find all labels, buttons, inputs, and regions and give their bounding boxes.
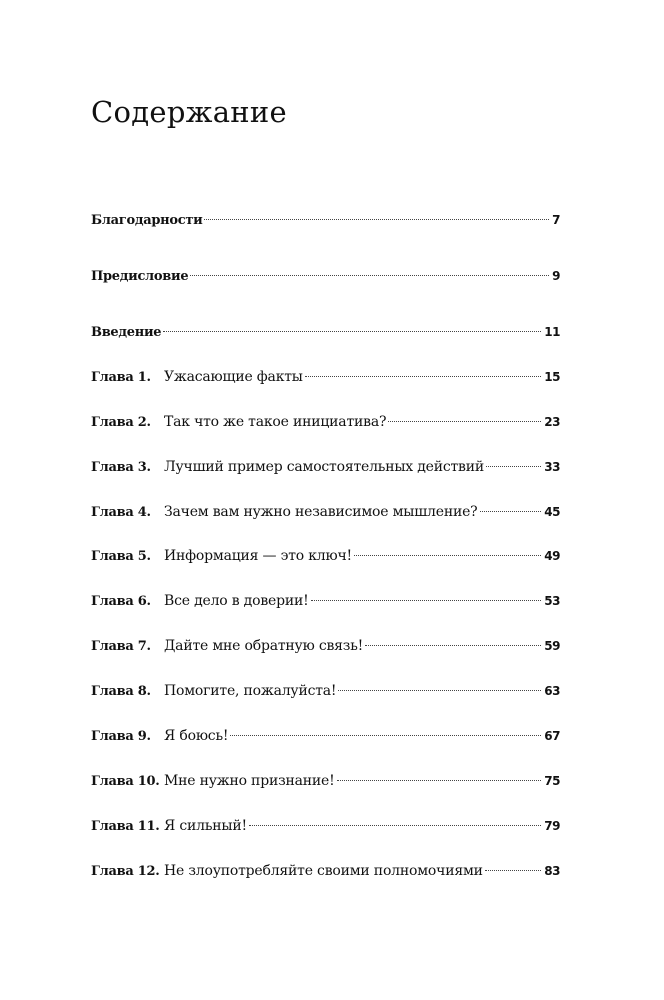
- chapter-label: Глава 4.: [91, 505, 151, 520]
- toc-entry-chapter-1[interactable]: [91, 367, 560, 387]
- dot-leader: [305, 376, 542, 377]
- toc-entry-chapter-7[interactable]: [91, 636, 560, 656]
- toc-page-number: 9: [552, 269, 560, 283]
- toc-entry-chapter-11[interactable]: [91, 816, 560, 836]
- toc-page-number: 83: [544, 864, 560, 878]
- chapter-label: Глава 1.: [91, 370, 151, 385]
- toc-entry-acknowledgements[interactable]: [91, 210, 560, 230]
- toc-page-number: 45: [544, 505, 560, 519]
- chapter-title: Так что же такое инициатива?: [164, 414, 387, 430]
- chapter-label: Глава 2.: [91, 415, 151, 430]
- dot-leader: [485, 870, 542, 871]
- chapter-title: Дайте мне обратную связь!: [164, 638, 364, 654]
- dot-leader: [337, 780, 542, 781]
- chapter-title: Помогите, пожалуйста!: [164, 683, 337, 699]
- chapter-label: Глава 11.: [91, 819, 160, 834]
- toc-entry-chapter-3[interactable]: [91, 457, 560, 477]
- toc-entry-foreword[interactable]: [91, 266, 560, 286]
- chapter-title: Лучший пример самостоятельных действий: [164, 459, 484, 475]
- chapter-label: Глава 7.: [91, 639, 151, 654]
- toc-entry-chapter-6[interactable]: [91, 591, 560, 611]
- chapter-title: Мне нужно признание!: [164, 773, 335, 789]
- chapter-label: Глава 3.: [91, 460, 151, 475]
- chapter-label: Глава 9.: [91, 729, 151, 744]
- chapter-title: Я сильный!: [164, 818, 247, 834]
- toc-entry-chapter-10[interactable]: [91, 771, 560, 791]
- dot-leader: [388, 421, 541, 422]
- toc-entry-label: Благодарности: [91, 213, 203, 228]
- toc-page-number: 11: [544, 325, 560, 339]
- toc-page-number: 23: [544, 415, 560, 429]
- toc-entry-label: Введение: [91, 325, 162, 340]
- chapter-title: Зачем вам нужно независимое мышление?: [164, 504, 478, 520]
- toc-page-number: 49: [544, 549, 560, 563]
- dot-leader: [311, 600, 542, 601]
- chapter-label: Глава 6.: [91, 594, 151, 609]
- chapter-label: Глава 5.: [91, 549, 151, 564]
- dot-leader: [190, 275, 549, 276]
- dot-leader: [204, 219, 549, 220]
- chapter-label: Глава 8.: [91, 684, 151, 699]
- toc-entry-label: Предисловие: [91, 269, 189, 284]
- toc-page-number: 67: [544, 729, 560, 743]
- dot-leader: [354, 555, 541, 556]
- toc-page-number: 7: [552, 213, 560, 227]
- chapter-label: Глава 12.: [91, 864, 160, 879]
- dot-leader: [486, 466, 541, 467]
- toc-entry-chapter-12[interactable]: [91, 861, 560, 881]
- chapter-title: Ужасающие факты: [164, 369, 303, 385]
- dot-leader: [480, 511, 542, 512]
- chapter-title: Информация — это ключ!: [164, 548, 352, 564]
- toc-page-number: 53: [544, 594, 560, 608]
- toc-page-number: 79: [544, 819, 560, 833]
- dot-leader: [365, 645, 541, 646]
- toc-entry-introduction[interactable]: [91, 322, 560, 342]
- dot-leader: [230, 735, 541, 736]
- chapter-title: Я боюсь!: [164, 728, 229, 744]
- dot-leader: [163, 331, 541, 332]
- toc-entry-chapter-4[interactable]: [91, 502, 560, 522]
- toc-page-number: 59: [544, 639, 560, 653]
- dot-leader: [249, 825, 541, 826]
- toc-entry-chapter-9[interactable]: [91, 726, 560, 746]
- chapter-label: Глава 10.: [91, 774, 160, 789]
- toc-page-number: 63: [544, 684, 560, 698]
- toc-page-number: 15: [544, 370, 560, 384]
- toc-entry-chapter-5[interactable]: [91, 546, 560, 566]
- toc-entry-chapter-2[interactable]: [91, 412, 560, 432]
- toc-page-number: 75: [544, 774, 560, 788]
- chapter-title: Не злоупотребляйте своими полномочиями: [164, 863, 483, 879]
- page-title: Содержание: [91, 95, 288, 129]
- toc-page-number: 33: [544, 460, 560, 474]
- chapter-title: Все дело в доверии!: [164, 593, 309, 609]
- toc-entry-chapter-8[interactable]: [91, 681, 560, 701]
- dot-leader: [338, 690, 541, 691]
